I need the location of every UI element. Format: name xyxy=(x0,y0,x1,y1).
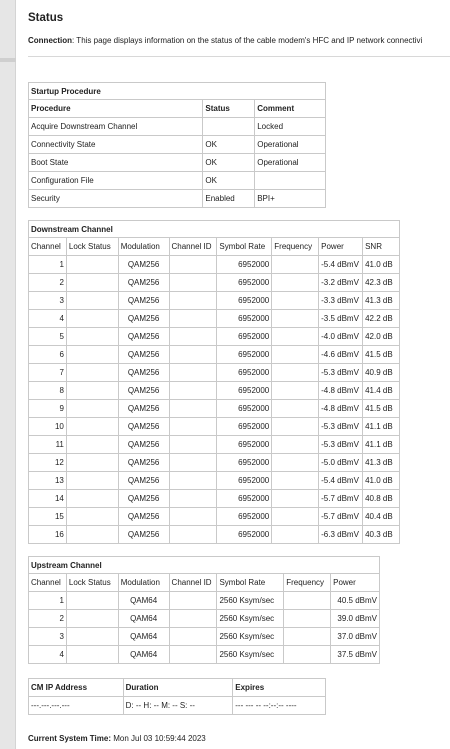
cell: 37.5 dBmV xyxy=(331,646,380,664)
column-header: Expires xyxy=(233,679,326,697)
cell: -5.3 dBmV xyxy=(319,364,363,382)
cell: 42.0 dB xyxy=(363,328,400,346)
connection-description xyxy=(28,36,450,45)
table-row xyxy=(29,508,400,526)
cell: -5.3 dBmV xyxy=(319,418,363,436)
cell: QAM256 xyxy=(118,418,169,436)
cell: 5 xyxy=(29,328,67,346)
cell: 6952000 xyxy=(217,418,272,436)
cell xyxy=(169,292,217,310)
cell: 2 xyxy=(29,610,67,628)
header-row xyxy=(29,574,380,592)
table-row xyxy=(29,118,326,136)
column-header: Channel xyxy=(29,238,67,256)
cell: -4.6 dBmV xyxy=(319,346,363,364)
cell: 6952000 xyxy=(217,436,272,454)
cell: 16 xyxy=(29,526,67,544)
cell xyxy=(255,172,326,190)
cell: QAM64 xyxy=(118,610,169,628)
cell xyxy=(272,436,319,454)
cell: 40.3 dB xyxy=(363,526,400,544)
cell: QAM256 xyxy=(118,526,169,544)
cell xyxy=(66,382,118,400)
connection-text: : This page displays information on the status of the cable modem's HFC and IP network connectivi xyxy=(72,36,423,45)
page-title: Status xyxy=(28,12,64,24)
cell: Security xyxy=(29,190,203,208)
column-header: Power xyxy=(331,574,380,592)
cell: 6952000 xyxy=(217,274,272,292)
table-row xyxy=(29,154,326,172)
cell: 6952000 xyxy=(217,364,272,382)
table-row xyxy=(29,646,380,664)
system-time-label: Current System Time: xyxy=(28,734,111,743)
cell: 41.1 dB xyxy=(363,436,400,454)
cell: -4.8 dBmV xyxy=(319,400,363,418)
table-title: Startup Procedure xyxy=(29,83,326,100)
cell: 10 xyxy=(29,418,67,436)
cell: 2 xyxy=(29,274,67,292)
cell xyxy=(169,526,217,544)
cell: 41.1 dB xyxy=(363,418,400,436)
column-header: Modulation xyxy=(118,574,169,592)
cell xyxy=(66,364,118,382)
cell: -3.2 dBmV xyxy=(319,274,363,292)
cell: -5.3 dBmV xyxy=(319,436,363,454)
column-header: Procedure xyxy=(29,100,203,118)
cell: BPI+ xyxy=(255,190,326,208)
cell: 6952000 xyxy=(217,472,272,490)
cell xyxy=(169,418,217,436)
table-row xyxy=(29,136,326,154)
cell: QAM64 xyxy=(118,628,169,646)
cell: -5.7 dBmV xyxy=(319,508,363,526)
cell xyxy=(66,508,118,526)
cell: 6952000 xyxy=(217,328,272,346)
cell: 42.3 dB xyxy=(363,274,400,292)
cell xyxy=(169,490,217,508)
table-row xyxy=(29,172,326,190)
cell: Operational xyxy=(255,154,326,172)
table-row xyxy=(29,436,400,454)
cell xyxy=(66,436,118,454)
cell xyxy=(272,382,319,400)
cell: 6952000 xyxy=(217,400,272,418)
cell: QAM256 xyxy=(118,346,169,364)
table-row xyxy=(29,628,380,646)
column-header: Channel xyxy=(29,574,67,592)
header-row xyxy=(29,238,400,256)
cell: -4.8 dBmV xyxy=(319,382,363,400)
column-header: Channel ID xyxy=(169,238,217,256)
cell: 4 xyxy=(29,310,67,328)
cell: 6952000 xyxy=(217,292,272,310)
cell xyxy=(272,400,319,418)
cell: QAM256 xyxy=(118,508,169,526)
cell: 8 xyxy=(29,382,67,400)
table-title: Upstream Channel xyxy=(29,557,380,574)
cell: 12 xyxy=(29,454,67,472)
cell: 1 xyxy=(29,256,67,274)
cell: QAM256 xyxy=(118,328,169,346)
cell: QAM64 xyxy=(118,592,169,610)
cell: 11 xyxy=(29,436,67,454)
cell: 39.0 dBmV xyxy=(331,610,380,628)
table-row xyxy=(29,292,400,310)
cell xyxy=(272,274,319,292)
table-row xyxy=(29,592,380,610)
column-header: Lock Status xyxy=(66,574,118,592)
cell xyxy=(272,526,319,544)
system-time-value: Mon Jul 03 10:59:44 2023 xyxy=(113,734,206,743)
cell: 15 xyxy=(29,508,67,526)
cell: -4.0 dBmV xyxy=(319,328,363,346)
cell xyxy=(203,118,255,136)
table-row xyxy=(29,454,400,472)
cell xyxy=(66,292,118,310)
cell xyxy=(169,646,217,664)
cell xyxy=(66,256,118,274)
cell: 41.5 dB xyxy=(363,400,400,418)
cell: Enabled xyxy=(203,190,255,208)
cell xyxy=(284,628,331,646)
cell: 37.0 dBmV xyxy=(331,628,380,646)
cell xyxy=(284,592,331,610)
cell: 1 xyxy=(29,592,67,610)
cell xyxy=(66,328,118,346)
cell xyxy=(169,328,217,346)
cell: QAM256 xyxy=(118,382,169,400)
cell: -5.7 dBmV xyxy=(319,490,363,508)
current-system-time xyxy=(28,734,206,743)
cell: 6952000 xyxy=(217,508,272,526)
cell xyxy=(169,628,217,646)
connection-label: Connection xyxy=(28,36,72,45)
cell: 6952000 xyxy=(217,454,272,472)
column-header: Frequency xyxy=(272,238,319,256)
cell: 6952000 xyxy=(217,310,272,328)
column-header: SNR xyxy=(363,238,400,256)
sidebar-marker xyxy=(0,58,16,62)
cell xyxy=(272,472,319,490)
table-row xyxy=(29,328,400,346)
table-row xyxy=(29,490,400,508)
cell: 41.0 dB xyxy=(363,256,400,274)
cell: 4 xyxy=(29,646,67,664)
cell xyxy=(272,328,319,346)
cell: 2560 Ksym/sec xyxy=(217,610,284,628)
cell xyxy=(66,454,118,472)
column-header: Status xyxy=(203,100,255,118)
cell xyxy=(66,592,118,610)
cell xyxy=(169,274,217,292)
cell: QAM256 xyxy=(118,310,169,328)
cell: 41.0 dB xyxy=(363,472,400,490)
cell: 6952000 xyxy=(217,526,272,544)
cell xyxy=(272,256,319,274)
cell: 42.2 dB xyxy=(363,310,400,328)
cell xyxy=(66,490,118,508)
downstream-channel-table xyxy=(28,220,400,544)
cell xyxy=(169,610,217,628)
cell: 40.9 dB xyxy=(363,364,400,382)
cell xyxy=(169,346,217,364)
cell: 9 xyxy=(29,400,67,418)
table-row xyxy=(29,610,380,628)
cell xyxy=(169,256,217,274)
cell: QAM256 xyxy=(118,292,169,310)
cell: QAM256 xyxy=(118,490,169,508)
table-row xyxy=(29,256,400,274)
cell xyxy=(66,472,118,490)
cell xyxy=(284,646,331,664)
cell xyxy=(66,610,118,628)
cell: -5.4 dBmV xyxy=(319,472,363,490)
cell: 2560 Ksym/sec xyxy=(217,592,284,610)
table-title: Downstream Channel xyxy=(29,221,400,238)
cm-ip-address: ---.---.---.--- xyxy=(29,697,124,715)
cell: OK xyxy=(203,154,255,172)
table-row xyxy=(29,400,400,418)
cell: QAM256 xyxy=(118,274,169,292)
cell: QAM256 xyxy=(118,436,169,454)
cell xyxy=(272,310,319,328)
table-row xyxy=(29,697,326,715)
column-header: Duration xyxy=(123,679,233,697)
column-header: Channel ID xyxy=(169,574,217,592)
cell xyxy=(169,364,217,382)
cell xyxy=(66,418,118,436)
column-header: CM IP Address xyxy=(29,679,124,697)
table-row xyxy=(29,418,400,436)
cell: QAM256 xyxy=(118,454,169,472)
cell: Locked xyxy=(255,118,326,136)
cell: OK xyxy=(203,136,255,154)
cell xyxy=(169,454,217,472)
cell: QAM256 xyxy=(118,364,169,382)
column-header: Power xyxy=(319,238,363,256)
cell xyxy=(66,400,118,418)
cell: 41.4 dB xyxy=(363,382,400,400)
cell xyxy=(169,382,217,400)
column-header: Symbol Rate xyxy=(217,238,272,256)
cell: -6.3 dBmV xyxy=(319,526,363,544)
table-row xyxy=(29,346,400,364)
column-header: Symbol Rate xyxy=(217,574,284,592)
lease-duration: D: -- H: -- M: -- S: -- xyxy=(123,697,233,715)
cm-ip-table xyxy=(28,678,326,715)
cell: OK xyxy=(203,172,255,190)
cell: 6 xyxy=(29,346,67,364)
cell xyxy=(272,364,319,382)
table-row xyxy=(29,472,400,490)
table-row xyxy=(29,274,400,292)
cell xyxy=(272,508,319,526)
divider xyxy=(28,56,450,57)
table-row xyxy=(29,526,400,544)
cell: 7 xyxy=(29,364,67,382)
cell: Boot State xyxy=(29,154,203,172)
cell: 6952000 xyxy=(217,490,272,508)
table-row xyxy=(29,364,400,382)
cell xyxy=(169,508,217,526)
cell: QAM256 xyxy=(118,256,169,274)
cell: 40.5 dBmV xyxy=(331,592,380,610)
cell xyxy=(66,526,118,544)
cell xyxy=(169,400,217,418)
cell: 41.5 dB xyxy=(363,346,400,364)
column-header: Comment xyxy=(255,100,326,118)
cell: -3.3 dBmV xyxy=(319,292,363,310)
cell xyxy=(284,610,331,628)
cell: 6952000 xyxy=(217,382,272,400)
cell xyxy=(66,628,118,646)
cell: 2560 Ksym/sec xyxy=(217,628,284,646)
lease-expires: --- --- -- --:--:-- ---- xyxy=(233,697,326,715)
column-header: Modulation xyxy=(118,238,169,256)
cell: 6952000 xyxy=(217,346,272,364)
cell xyxy=(66,646,118,664)
cell xyxy=(169,436,217,454)
cell xyxy=(272,454,319,472)
cell: Connectivity State xyxy=(29,136,203,154)
cell: 2560 Ksym/sec xyxy=(217,646,284,664)
cell xyxy=(272,490,319,508)
cell: -5.0 dBmV xyxy=(319,454,363,472)
cell xyxy=(169,592,217,610)
cell xyxy=(66,310,118,328)
cell: 41.3 dB xyxy=(363,454,400,472)
cell: QAM256 xyxy=(118,400,169,418)
startup-procedure-table xyxy=(28,82,326,208)
table-row xyxy=(29,382,400,400)
cell: Configuration File xyxy=(29,172,203,190)
cell: 3 xyxy=(29,628,67,646)
cell xyxy=(169,310,217,328)
cell: QAM64 xyxy=(118,646,169,664)
cell: Operational xyxy=(255,136,326,154)
cell: 6952000 xyxy=(217,256,272,274)
cell xyxy=(66,346,118,364)
cell: Acquire Downstream Channel xyxy=(29,118,203,136)
table-row xyxy=(29,190,326,208)
column-header: Frequency xyxy=(284,574,331,592)
cell xyxy=(272,292,319,310)
cell xyxy=(272,346,319,364)
column-header: Lock Status xyxy=(66,238,118,256)
cell: QAM256 xyxy=(118,472,169,490)
cell: 13 xyxy=(29,472,67,490)
table-row xyxy=(29,310,400,328)
cell: 41.3 dB xyxy=(363,292,400,310)
cell: -3.5 dBmV xyxy=(319,310,363,328)
cell xyxy=(169,472,217,490)
cell: 40.8 dB xyxy=(363,490,400,508)
cell: 3 xyxy=(29,292,67,310)
left-sidebar xyxy=(0,0,16,749)
cell xyxy=(66,274,118,292)
upstream-channel-table xyxy=(28,556,380,664)
cell: 40.4 dB xyxy=(363,508,400,526)
cell: -5.4 dBmV xyxy=(319,256,363,274)
cell: 14 xyxy=(29,490,67,508)
cell xyxy=(272,418,319,436)
